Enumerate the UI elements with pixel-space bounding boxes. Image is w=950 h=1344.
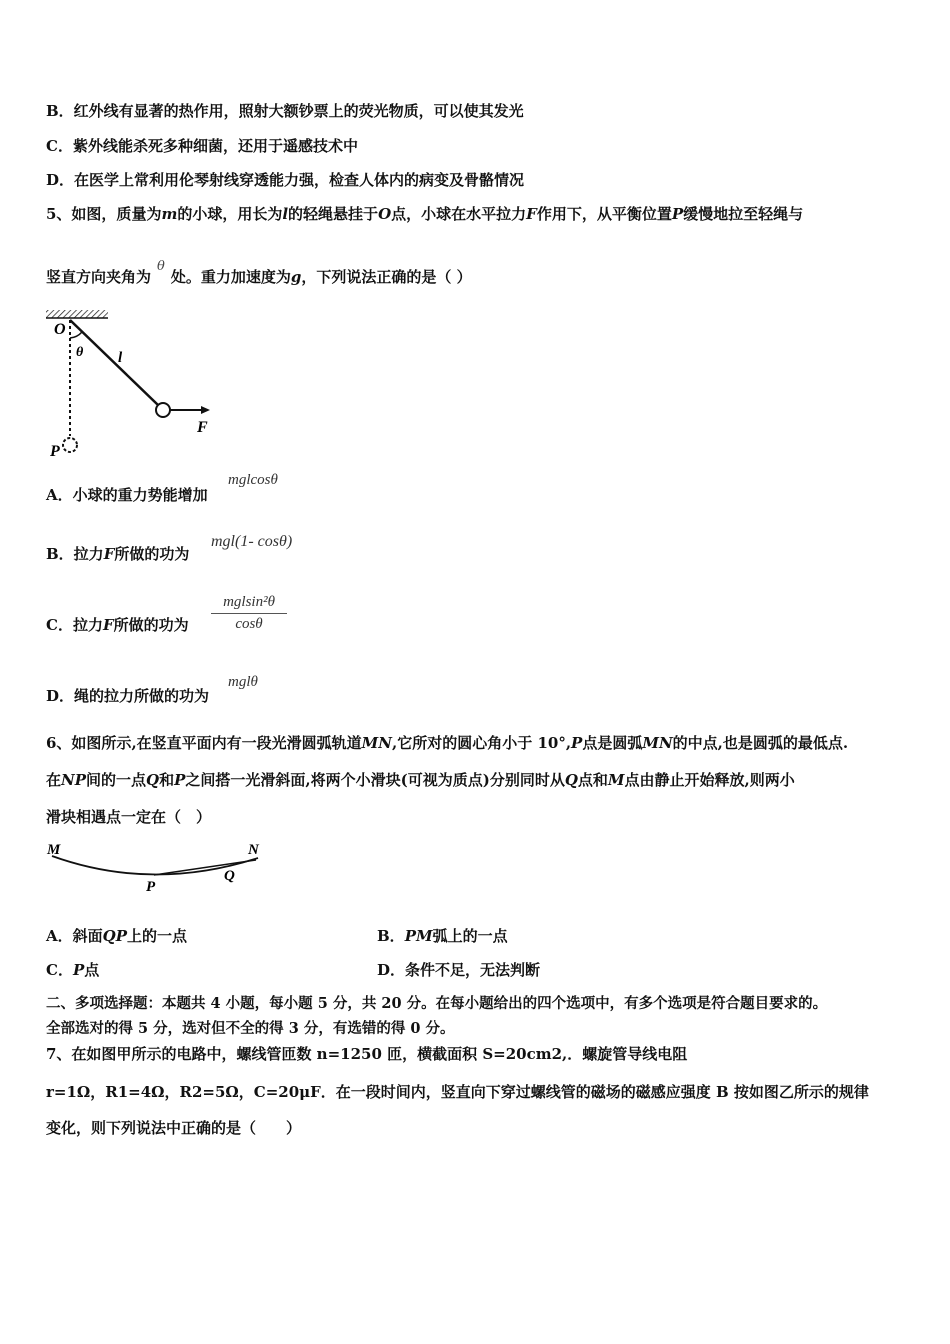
q5-option-c-denominator: cosθ xyxy=(235,616,263,632)
label-Q: Q xyxy=(224,868,235,884)
ball xyxy=(156,403,170,417)
q6-stem-line2: 在NP间的一点Q和P之间搭一光滑斜面,将两个小滑块(可视为质点)分别同时从Q点和M点由静止开始释放,则两小 xyxy=(46,771,795,789)
incline-qp xyxy=(154,860,256,875)
q6-stem-line1: 6、如图所示,在竖直平面内有一段光滑圆弧轨道MN,它所对的圆心角小于 10°,P点是圆弧MN的中点,也是圆弧的最低点. xyxy=(46,734,849,752)
q5-option-d-formula: mglθ xyxy=(228,674,258,690)
pendulum-diagram xyxy=(44,308,224,460)
q5-option-d: D．绳的拉力所做的功为 xyxy=(46,687,210,705)
ceiling-support xyxy=(46,310,108,318)
rope xyxy=(70,320,158,405)
q4-option-b: B．红外线有显著的热作用，照射大额钞票上的荧光物质，可以使其发光 xyxy=(46,102,524,120)
q4-option-c: C．紫外线能杀死多种细菌，还用于遥感技术中 xyxy=(46,137,358,155)
label-F: F xyxy=(197,419,208,436)
label-theta: θ xyxy=(76,345,84,360)
equilibrium-ball xyxy=(63,438,77,452)
q5-option-c-numerator: mglsin²θ xyxy=(211,594,287,614)
section2-instructions-line1: 二、多项选择题：本题共 4 小题，每小题 5 分，共 20 分。在每小题给出的四个选项中，有多个选项是符合题目要求的。 xyxy=(46,995,828,1012)
label-M: M xyxy=(47,842,61,858)
q6-option-d: D．条件不足，无法判断 xyxy=(377,961,541,979)
q5-option-c-formula xyxy=(211,594,287,633)
arc-track-diagram xyxy=(44,838,274,896)
label-l: l xyxy=(118,350,123,366)
label-N: N xyxy=(248,842,259,858)
q4-option-d: D．在医学上常利用伦琴射线穿透能力强，检查人体内的病变及骨骼情况 xyxy=(46,171,525,189)
q6-option-c: C．P点 xyxy=(46,961,100,979)
q5-option-a: A．小球的重力势能增加 xyxy=(46,486,208,504)
label-O: O xyxy=(54,321,66,338)
label-P: P xyxy=(50,443,60,460)
q5-stem-line1: 5、如图，质量为m的小球，用长为l的轻绳悬挂于O点，小球在水平拉力F作用下，从平衡位置P缓慢地拉至轻绳与 xyxy=(46,205,804,223)
force-arrow-head xyxy=(201,406,210,414)
q5-option-b-formula: mgl(1- cosθ) xyxy=(211,533,293,550)
q5-option-a-formula: mglcosθ xyxy=(228,472,278,488)
q6-option-a: A．斜面QP上的一点 xyxy=(46,927,188,945)
section2-instructions-line2: 全部选对的得 5 分，选对但不全的得 3 分，有选错的得 0 分。 xyxy=(46,1020,455,1037)
theta-arc xyxy=(70,332,82,338)
q7-stem-line2: r=1Ω，R1=4Ω，R2=5Ω，C=20μF．在一段时间内，竖直向下穿过螺线管的磁场的磁感应强度 B 按如图乙所示的规律 xyxy=(46,1083,869,1101)
q5-option-c: C．拉力F所做的功为 xyxy=(46,616,189,634)
q5-stem-line2: 竖直方向夹角为θ处。重力加速度为g，下列说法正确的是（ ） xyxy=(46,259,472,286)
label-P-arc: P xyxy=(146,879,156,895)
q5-option-b: B．拉力F所做的功为 xyxy=(46,545,190,563)
q6-option-b: B．PM弧上的一点 xyxy=(377,927,508,945)
q7-stem-line1: 7、在如图甲所示的电路中，螺线管匝数 n=1250 匝，横截面积 S=20cm2,．螺旋管导线电阻 xyxy=(46,1045,688,1063)
q6-stem-line3: 滑块相遇点一定在（ ） xyxy=(46,808,212,826)
q7-stem-line3: 变化，则下列说法中正确的是（ ） xyxy=(46,1119,302,1137)
